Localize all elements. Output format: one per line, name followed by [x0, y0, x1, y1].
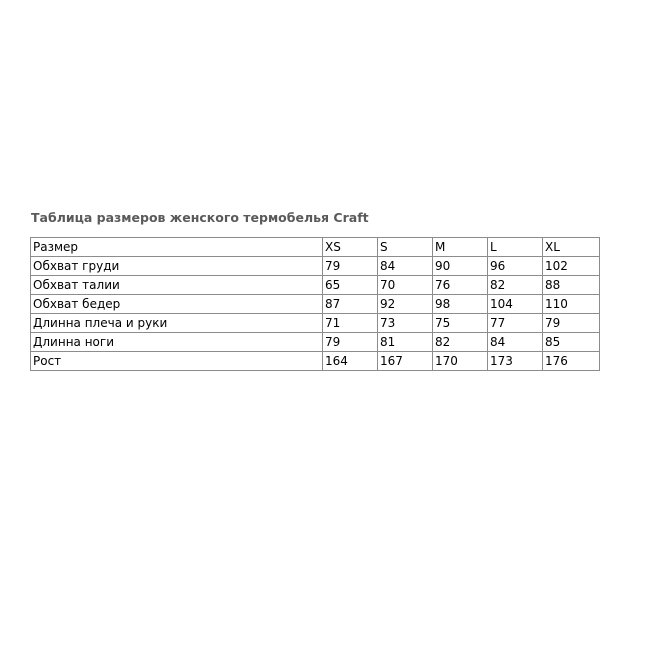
row-label: Рост: [31, 352, 323, 371]
table-row: [31, 276, 600, 295]
header-cell-xl: XL: [543, 238, 600, 257]
table-cell: 82: [488, 276, 543, 295]
header-cell-xs: XS: [323, 238, 378, 257]
table-cell: 75: [433, 314, 488, 333]
table-cell: 84: [378, 257, 433, 276]
header-cell-l: L: [488, 238, 543, 257]
table-cell: 104: [488, 295, 543, 314]
table-cell: 92: [378, 295, 433, 314]
table-cell: 164: [323, 352, 378, 371]
table-header-row: [31, 238, 600, 257]
table-row: [31, 295, 600, 314]
size-table: [30, 237, 600, 371]
table-cell: 84: [488, 333, 543, 352]
table-row: [31, 257, 600, 276]
row-label: Обхват талии: [31, 276, 323, 295]
table-cell: 82: [433, 333, 488, 352]
row-label: Обхват бедер: [31, 295, 323, 314]
header-cell-s: S: [378, 238, 433, 257]
header-cell-m: M: [433, 238, 488, 257]
table-cell: 71: [323, 314, 378, 333]
table-cell: 98: [433, 295, 488, 314]
table-cell: 81: [378, 333, 433, 352]
table-row: [31, 352, 600, 371]
table-cell: 102: [543, 257, 600, 276]
table-cell: 79: [323, 257, 378, 276]
table-cell: 79: [323, 333, 378, 352]
table-row: [31, 333, 600, 352]
table-cell: 176: [543, 352, 600, 371]
table-cell: 173: [488, 352, 543, 371]
row-label: Обхват груди: [31, 257, 323, 276]
row-label: Длинна плеча и руки: [31, 314, 323, 333]
table-title: Таблица размеров женского термобелья Craft: [31, 210, 369, 225]
table-cell: 77: [488, 314, 543, 333]
table-cell: 76: [433, 276, 488, 295]
table-cell: 79: [543, 314, 600, 333]
table-cell: 90: [433, 257, 488, 276]
table-cell: 87: [323, 295, 378, 314]
table-cell: 96: [488, 257, 543, 276]
table-cell: 70: [378, 276, 433, 295]
table-cell: 170: [433, 352, 488, 371]
table-cell: 65: [323, 276, 378, 295]
row-label: Длинна ноги: [31, 333, 323, 352]
table-cell: 110: [543, 295, 600, 314]
table-cell: 85: [543, 333, 600, 352]
table-cell: 88: [543, 276, 600, 295]
table-cell: 73: [378, 314, 433, 333]
table-cell: 167: [378, 352, 433, 371]
table-row: [31, 314, 600, 333]
header-cell-size: Размер: [31, 238, 323, 257]
